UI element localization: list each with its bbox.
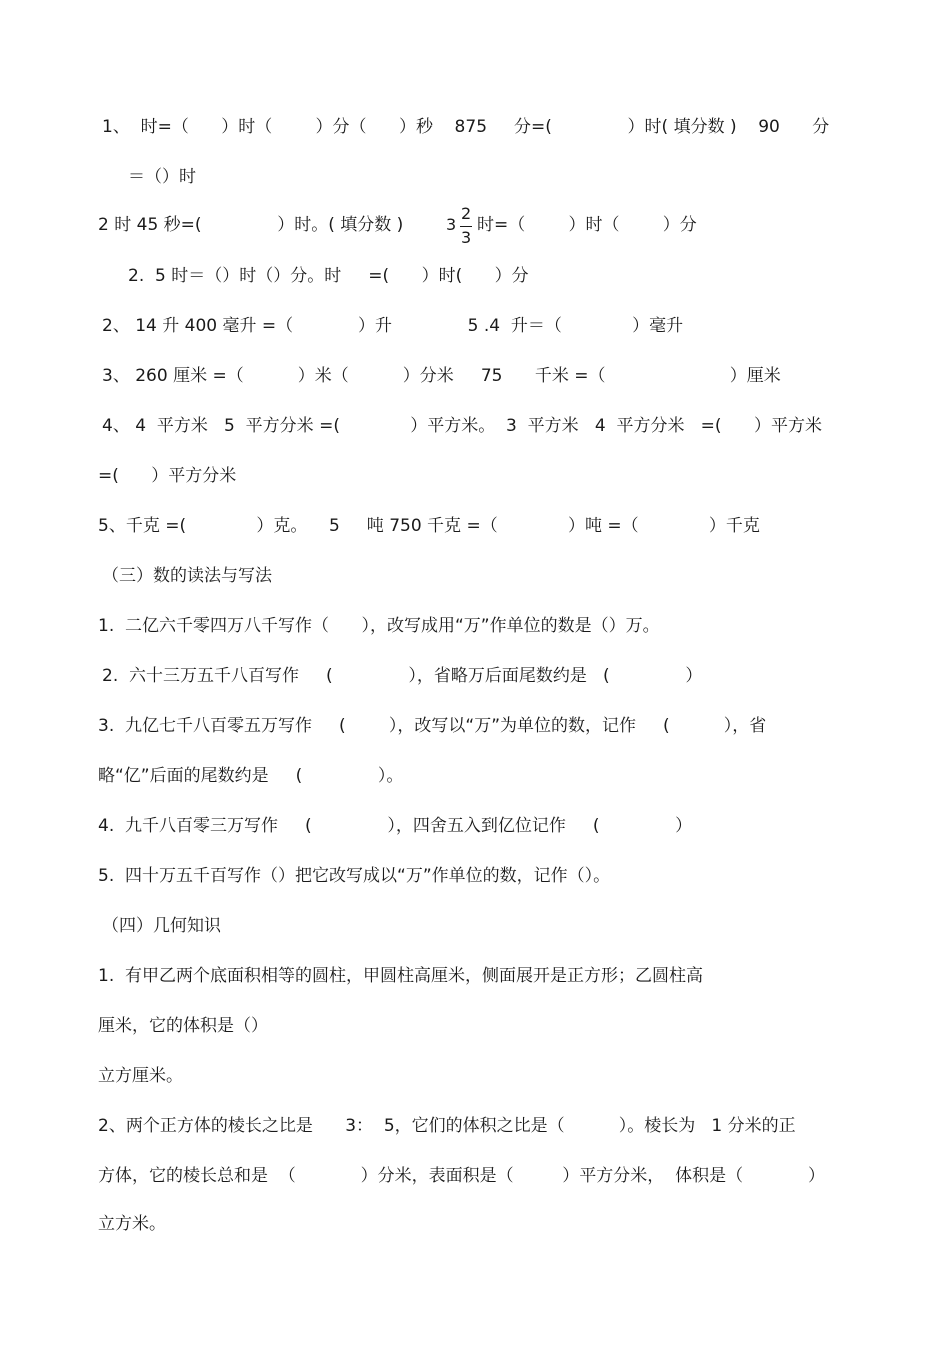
fraction-whole: 3 [446,215,457,234]
text-line-2: ＝（）时 [128,167,196,187]
fraction-bar [460,226,472,227]
text-line-22: 2、两个正方体的棱长之比是 3： 5，它们的体积之比是（ ）。棱长为 1 分米的正 [98,1116,796,1136]
text-line-3: 2 时 45 秒=( ）时。( 填分数 ) [98,215,404,235]
text-line-14: 3. 九亿七千八百零五万写作 ( ），改写以“万”为单位的数，记作 ( ），省 [98,716,767,736]
text-line-17: 5. 四十万五千百写作（）把它改写成以“万”作单位的数，记作（）。 [98,866,611,886]
text-line-5: 2. 5 时＝（）时（）分。时 =( ）时( ）分 [128,266,529,286]
text-line-4: 时=（ ）时（ ）分 [477,215,697,235]
text-line-13: 2. 六十三万五千八百写作 ( ），省略万后面尾数约是 ( ） [102,666,703,686]
text-line-20: 厘米，它的体积是（） [98,1016,268,1036]
text-line-24: 立方米。 [98,1214,166,1234]
text-line-21: 立方厘米。 [98,1066,183,1086]
text-line-23: 方体，它的棱长总和是 （ ）分米，表面积是（ ）平方分米， 体积是（ ） [98,1166,825,1186]
text-line-15: 略“亿”后面的尾数约是 ( ）。 [98,766,404,786]
text-line-8: 4、 4 平方米 5 平方分米 =( ）平方米。 3 平方米 4 平方分米 =( ）平方米 [102,416,822,436]
text-line-1: 1、 时=（ ）时（ ）分（ ）秒 875 分=( ）时( 填分数 ) 90 分 [102,117,830,137]
section-heading-4: （四）几何知识 [102,916,221,936]
fraction-denominator: 3 [461,228,472,247]
text-line-7: 3、 260 厘米 =（ ）米（ ）分米 75 千米 =（ ）厘米 [102,366,781,386]
text-line-6: 2、 14 升 400 毫升 =（ ）升 5 .4 升＝（ ）毫升 [102,316,684,336]
fraction-numerator: 2 [461,204,472,223]
text-line-19: 1. 有甲乙两个底面积相等的圆柱，甲圆柱高厘米，侧面展开是正方形；乙圆柱高 [98,966,704,986]
section-heading-3: （三）数的读法与写法 [102,566,272,586]
text-line-9: =( ）平方分米 [98,466,237,486]
text-line-12: 1. 二亿六千零四万八千写作（ ），改写成用“万”作单位的数是（）万。 [98,616,660,636]
text-line-10: 5、千克 =( ）克。 5 吨 750 千克 =（ ）吨 =（ ）千克 [98,516,760,536]
text-line-16: 4. 九千八百零三万写作 ( ），四舍五入到亿位记作 ( ） [98,816,693,836]
